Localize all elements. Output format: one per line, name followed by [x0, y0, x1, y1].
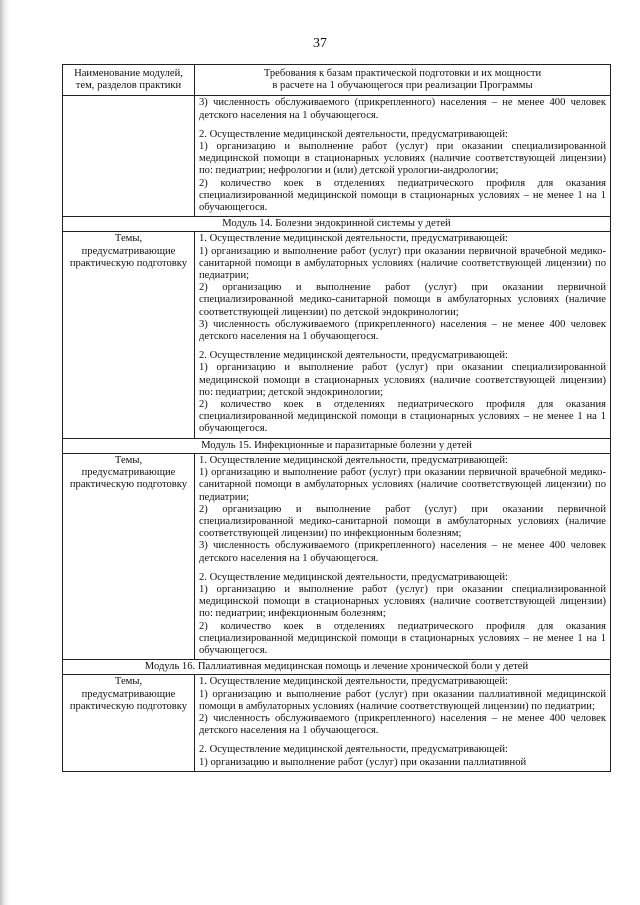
- module-title-row: [63, 438, 611, 453]
- requirements-table: [62, 64, 611, 772]
- module-title-row: [63, 217, 611, 232]
- requirements-block-2: [199, 350, 606, 435]
- requirements-cell: [195, 675, 611, 771]
- header-col-modules: Наименование модулей, тем, разделов практики: [63, 65, 195, 96]
- topic-cell: Темы, предусматривающие практическую подготовку: [63, 453, 195, 659]
- table-row-continued: [63, 96, 611, 217]
- requirement-item: 1) организацию и выполнение работ (услуг) при оказании специализированной медицинской помощи в стационарных условиях (наличие соответствующей лицензии) по: педиатрии; нефрологии и (или) детской урологии-андрологии;: [199, 141, 606, 177]
- header-line-1: Требования к базам практической подготовки и их мощности: [263, 68, 542, 79]
- requirement-item: 2) численность обслуживаемого (прикрепленного) населения – не менее 400 человек детского населения на 1 обучающегося.: [199, 712, 606, 737]
- topic-cell-empty: [63, 96, 195, 217]
- header-line-2: в расчете на 1 обучающегося при реализации Программы: [272, 80, 533, 92]
- requirements-block-2: [199, 129, 606, 214]
- requirement-item: 1. Осуществление медицинской деятельности, предусматривающей:: [199, 454, 508, 466]
- requirement-item: 1) организацию и выполнение работ (услуг) при оказании первичной врачебной медико-санитарной помощи в амбулаторных условиях (наличие соответствующей лицензии) по педиатрии;: [199, 245, 606, 282]
- table-row-module-15: [63, 453, 611, 659]
- table-header-row: [63, 65, 611, 96]
- requirement-item: 3) численность обслуживаемого (прикрепленного) населения – не менее 400 человек детского населения на 1 обучающегося.: [199, 97, 606, 121]
- requirement-item: 1) организацию и выполнение работ (услуг) при оказании специализированной медицинской помощи в стационарных условиях (наличие соответствующей лицензии) по: педиатрии; инфекционным болезням;: [199, 583, 606, 620]
- requirements-block-2: [199, 744, 606, 768]
- requirements-block-1: [199, 676, 606, 737]
- topic-cell: Темы, предусматривающие практическую подготовку: [63, 232, 195, 438]
- requirement-item: 1. Осуществление медицинской деятельности, предусматривающей:: [199, 233, 508, 245]
- requirements-block-1: [199, 233, 606, 343]
- requirements-cell: [195, 96, 611, 217]
- page-number: 37: [313, 36, 327, 51]
- requirements-cell: [195, 232, 611, 438]
- requirement-item: 2. Осуществление медицинской деятельности, предусматривающей:: [199, 128, 508, 140]
- topic-cell: Темы, предусматривающие практическую подготовку: [63, 675, 195, 771]
- table-row-module-16: [63, 675, 611, 771]
- requirement-item: 2) организацию и выполнение работ (услуг) при оказании первичной специализированной медико-санитарной помощи в амбулаторных условиях (наличие соответствующей лицензии) по инфекционным болезням;: [199, 503, 606, 540]
- requirements-cell: [195, 453, 611, 659]
- requirement-item: 3) численность обслуживаемого (прикрепленного) населения – не менее 400 человек детского населения на 1 обучающегося.: [199, 540, 606, 564]
- table-row-module-14: [63, 232, 611, 438]
- requirement-item: 2) количество коек в отделениях педиатрического профиля для оказания специализированной медицинской помощи в стационарных условиях – не менее 1 на 1 обучающегося.: [199, 177, 606, 214]
- module-title: Модуль 16. Паллиативная медицинская помощь и лечение хронической боли у детей: [63, 660, 611, 675]
- requirement-item: 1) организацию и выполнение работ (услуг) при оказании паллиативной медицинской помощи в амбулаторных условиях (наличие соответствующей лицензии) по педиатрии;: [199, 688, 606, 712]
- requirement-item: 1) организацию и выполнение работ (услуг) при оказании первичной врачебной медико-санитарной помощи в амбулаторных условиях (наличие соответствующей лицензии) по педиатрии;: [199, 467, 606, 503]
- requirements-block-1: [199, 97, 606, 121]
- module-title: Модуль 15. Инфекционные и паразитарные болезни у детей: [63, 438, 611, 453]
- module-title-row: [63, 660, 611, 675]
- module-title: Модуль 14. Болезни эндокринной системы у детей: [63, 217, 611, 232]
- requirement-item: 2) количество коек в отделениях педиатрического профиля для оказания специализированной медицинской помощи в стационарных условиях – не менее 1 на 1 обучающегося.: [199, 399, 606, 435]
- requirement-item: 2. Осуществление медицинской деятельности, предусматривающей:: [199, 571, 508, 583]
- requirements-block-2: [199, 572, 606, 657]
- requirement-item: 3) численность обслуживаемого (прикрепленного) населения – не менее 400 человек детского населения на 1 обучающегося.: [199, 318, 606, 343]
- header-col-requirements: [195, 65, 611, 96]
- requirement-item: 1) организацию и выполнение работ (услуг) при оказании паллиативной: [199, 756, 527, 768]
- requirement-item: 2) количество коек в отделениях педиатрического профиля для оказания специализированной медицинской помощи в стационарных условиях – не менее 1 на 1 обучающегося.: [199, 620, 606, 656]
- requirement-item: 1) организацию и выполнение работ (услуг) при оказании специализированной медицинской помощи в стационарных условиях (наличие соответствующей лицензии) по: педиатрии; детской эндокринологии;: [199, 362, 606, 398]
- binder-edge: [0, 0, 10, 905]
- requirement-item: 2. Осуществление медицинской деятельности, предусматривающей:: [199, 744, 508, 756]
- requirements-block-1: [199, 455, 606, 565]
- requirement-item: 2) организацию и выполнение работ (услуг) при оказании первичной специализированной медико-санитарной помощи в амбулаторных условиях (наличие соответствующей лицензии) по детской эндокринологии;: [199, 282, 606, 318]
- requirement-item: 1. Осуществление медицинской деятельности, предусматривающей:: [199, 676, 508, 688]
- requirement-item: 2. Осуществление медицинской деятельности, предусматривающей:: [199, 350, 508, 362]
